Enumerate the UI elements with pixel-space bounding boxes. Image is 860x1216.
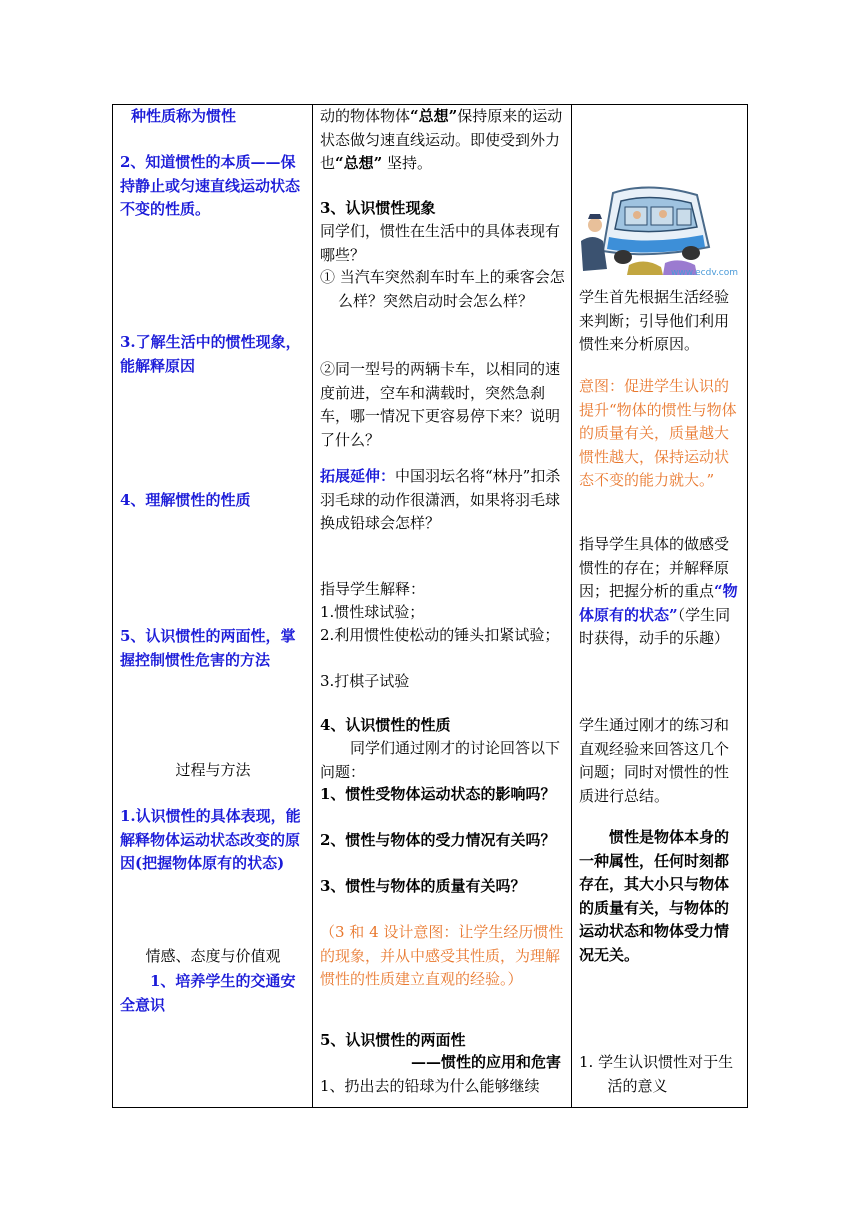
guide-title: 指导学生解释： — [320, 580, 426, 598]
design-intent-note: （3 和 4 设计意图：让学生经历惯性的现象，并从中感受其性质，为理解惯性的性质建立直观的经验。） — [320, 923, 564, 988]
section-4-title: 4、认识惯性的性质 — [320, 716, 451, 734]
question-1: ① 当汽车突然刹车时车上的乘客会怎么样？突然启动时会怎么样？ — [320, 268, 565, 310]
guide-item-2: 2.利用惯性使松动的锤头扣紧试验； — [320, 626, 560, 644]
objective-5: 5、认识惯性的两面性，掌握控制惯性危害的方法 — [120, 627, 296, 669]
process-item-1: 1.认识惯性的具体表现，能解释物体运动状态改变的原因(把握物体原有的状态) — [120, 807, 301, 872]
inertia-summary: 惯性是物体本身的一种属性，任何时刻都存在，其大小只与物体的质量有关，与物体的运动状态和物体受力情况无关。 — [579, 828, 730, 964]
section-4-question-2: 2、惯性与物体的受力情况有关吗？ — [320, 831, 556, 849]
section-4-question-3: 3、惯性与物体的质量有关吗？ — [320, 877, 526, 895]
summary-question-note: 学生通过刚才的练习和直观经验来回答这几个问题；同时对惯性的性质进行总结。 — [579, 716, 730, 805]
section-3-intro: 同学们，惯性在生活中的具体表现有哪些？ — [320, 222, 561, 264]
objectives-column — [113, 105, 312, 1107]
emotion-item-1: 1、培养学生的交通安全意识 — [120, 972, 296, 1014]
guide-item-1: 1.惯性球试验； — [320, 603, 425, 621]
emotion-heading: 情感、态度与价值观 — [145, 947, 281, 965]
inertia-definition: 动的物体物体“总想”保持原来的运动状态做匀速直线运动。即使受到外力也“总想” 坚持。 — [320, 107, 563, 172]
bus-braking-illustration — [579, 183, 739, 279]
objective-3: 3.了解生活中的惯性现象，能解释原因 — [120, 333, 301, 375]
section-4-intro: 同学们通过刚才的讨论回答以下问题： — [320, 739, 561, 781]
section-5-question-1: 1、扔出去的铅球为什么能够继续 — [320, 1077, 540, 1095]
section-3-title: 3、认识惯性现象 — [320, 199, 436, 217]
activities-column — [313, 105, 571, 1107]
student-activity-column — [572, 105, 747, 1107]
objective-fragment: 种性质称为惯性 — [131, 107, 237, 125]
image-watermark: www.ecdv.com — [671, 268, 739, 278]
guide-item-3: 3.打棋子试验 — [320, 672, 410, 690]
meaning-item-1: 1. 学生认识惯性对于生活的意义 — [579, 1053, 734, 1095]
guidance-note: 指导学生具体的做感受惯性的存在；并解释原因；把握分析的重点“物体原有的状态”（学生同时获得，动手的乐趣） — [579, 535, 738, 647]
design-intent: 意图：促进学生认识的提升“物体的惯性与物体的质量有关，质量越大惯性越大，保持运动状态不变的能力就大。” — [579, 377, 737, 489]
objective-4: 4、理解惯性的性质 — [120, 491, 251, 509]
extension-paragraph: 拓展延伸：中国羽坛名将“林丹”扣杀羽毛球的动作很潇洒，如果将羽毛球换成铅球会怎样？ — [320, 467, 561, 532]
judgement-note: 学生首先根据生活经验来判断；引导他们利用惯性来分析原因。 — [579, 288, 730, 353]
section-5-title: 5、认识惯性的两面性 — [320, 1031, 466, 1049]
section-5-subtitle: ——惯性的应用和危害 — [410, 1053, 561, 1071]
question-2: ②同一型号的两辆卡车，以相同的速度前进，空车和满载时，突然急刹车，哪一情况下更容易停下来？说明了什么？ — [320, 360, 561, 449]
section-4-question-1: 1、惯性受物体运动状态的影响吗？ — [320, 785, 556, 803]
objective-2: 2、知道惯性的本质——保持静止或匀速直线运动状态不变的性质。 — [120, 153, 301, 218]
lesson-plan-table — [112, 104, 748, 1108]
process-heading: 过程与方法 — [175, 761, 251, 779]
